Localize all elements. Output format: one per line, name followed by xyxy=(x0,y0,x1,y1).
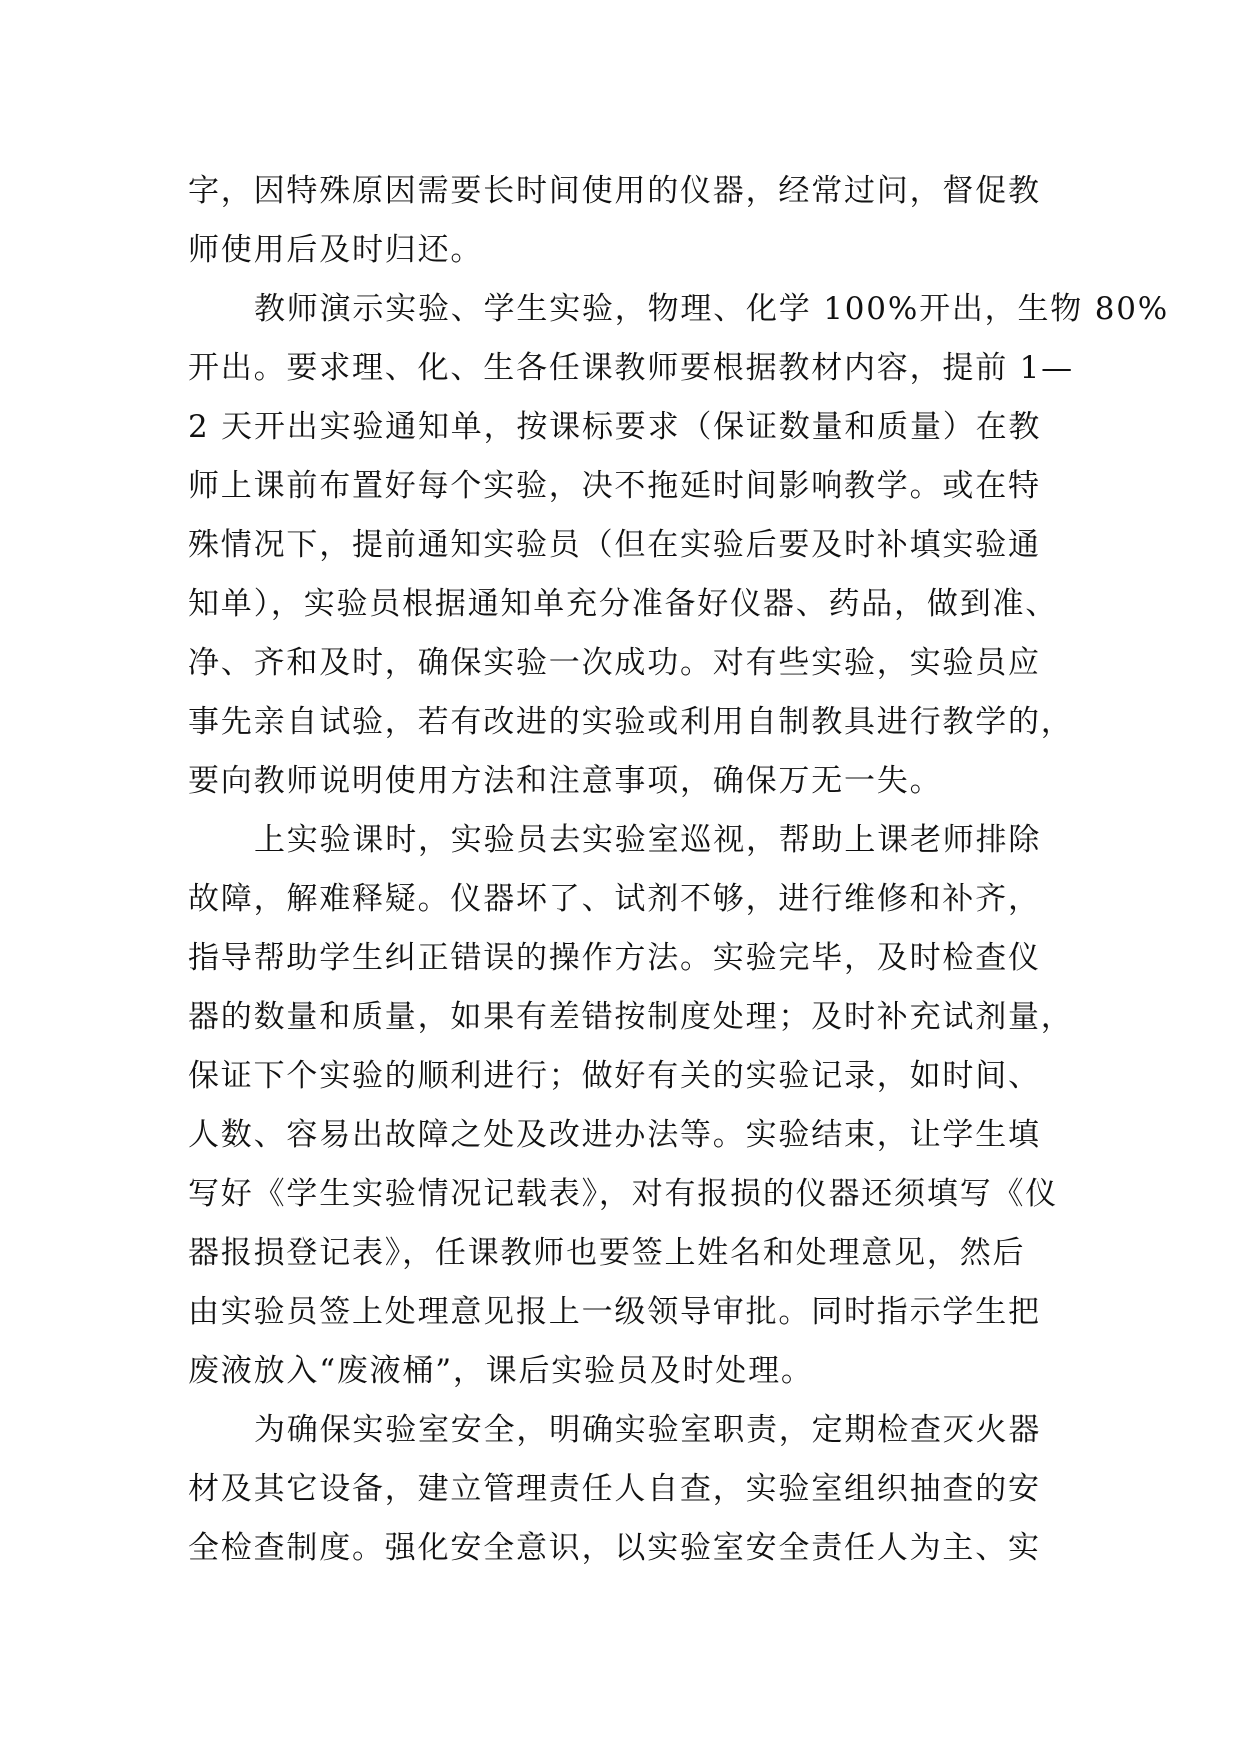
paragraph-line: 殊情况下，提前通知实验员（但在实验后要及时补填实验通 xyxy=(188,527,1041,563)
paragraph-line: 器的数量和质量，如果有差错按制度处理；及时补充试剂量， xyxy=(188,999,1074,1035)
paragraph-line: 废液放入“废液桶”，课后实验员及时处理。 xyxy=(188,1353,814,1389)
paragraph-line: 师使用后及时归还。 xyxy=(188,232,484,268)
paragraph-line: 事先亲自试验，若有改进的实验或利用自制教具进行教学的， xyxy=(188,704,1074,740)
paragraph-line: 净、齐和及时，确保实验一次成功。对有些实验，实验员应 xyxy=(188,645,1041,681)
paragraph-line: 由实验员签上处理意见报上一级领导审批。同时指示学生把 xyxy=(188,1294,1041,1330)
paragraph-line: 知单），实验员根据通知单充分准备好仪器、药品，做到准、 xyxy=(188,586,1059,622)
paragraph-line: 教师演示实验、学生实验，物理、化学 100%开出，生物 80% xyxy=(254,291,1170,327)
paragraph-line: 全检查制度。强化安全意识，以实验室安全责任人为主、实 xyxy=(188,1530,1041,1566)
paragraph-line: 人数、容易出故障之处及改进办法等。实验结束，让学生填 xyxy=(188,1117,1041,1153)
paragraph-line: 器报损登记表》，任课教师也要签上姓名和处理意见，然后 xyxy=(188,1235,1026,1271)
paragraph-line: 开出。要求理、化、生各任课教师要根据教材内容，提前 1— xyxy=(188,350,1074,386)
paragraph-line: 字，因特殊原因需要长时间使用的仪器，经常过问，督促教 xyxy=(188,173,1041,209)
paragraph-line: 要向教师说明使用方法和注意事项，确保万无一失。 xyxy=(188,763,943,799)
paragraph-line: 为确保实验室安全，明确实验室职责，定期检查灭火器 xyxy=(254,1412,1042,1448)
paragraph-line: 故障，解难释疑。仪器坏了、试剂不够，进行维修和补齐， xyxy=(188,881,1041,917)
paragraph-line: 师上课前布置好每个实验，决不拖延时间影响教学。或在特 xyxy=(188,468,1041,504)
paragraph-line: 写好《学生实验情况记载表》，对有报损的仪器还须填写《仪 xyxy=(188,1176,1059,1212)
paragraph-3 xyxy=(188,811,1074,1401)
paragraph-line: 指导帮助学生纠正错误的操作方法。实验完毕，及时检查仪 xyxy=(188,940,1041,976)
paragraph-line: 上实验课时，实验员去实验室巡视，帮助上课老师排除 xyxy=(254,822,1042,858)
document-body xyxy=(188,162,1170,1578)
paragraph-line: 保证下个实验的顺利进行；做好有关的实验记录，如时间、 xyxy=(188,1058,1041,1094)
paragraph-4 xyxy=(188,1401,1058,1578)
paragraph-2 xyxy=(188,280,1170,811)
paragraph-line: 2 天开出实验通知单，按课标要求（保证数量和质量）在教 xyxy=(188,409,1042,445)
paragraph-1 xyxy=(188,162,1058,280)
paragraph-line: 材及其它设备，建立管理责任人自查，实验室组织抽查的安 xyxy=(188,1471,1041,1507)
